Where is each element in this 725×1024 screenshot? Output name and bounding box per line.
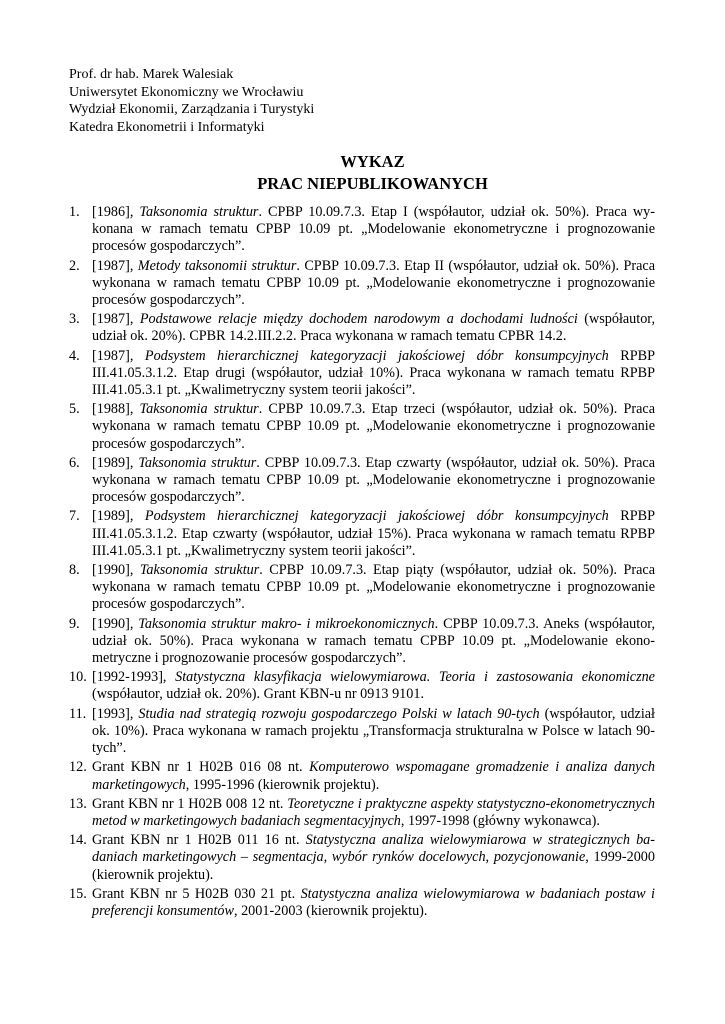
list-item-number: 6. xyxy=(69,454,80,471)
list-item-number: 1. xyxy=(69,204,80,220)
item-prefix: [1993], xyxy=(92,705,139,722)
item-details: RPBP III.41.05.3.1.2. Etap czwarty (współautor, udział 15%). Praca wykonana w ramach tematu RPBP III.41.05.3.1 pt. „Kwalimetryczny system teorii jakości”. xyxy=(92,508,655,559)
list-item-number: 2. xyxy=(69,257,80,274)
item-title: Taksonomia struktur xyxy=(139,204,259,220)
list-item-number: 10. xyxy=(69,669,87,686)
item-prefix: Grant KBN nr 1 H02B 011 16 nt. xyxy=(92,832,306,849)
list-item xyxy=(0,832,725,884)
item-details: . CPBP 10.09.7.3. Etap II (współautor, udział ok. 50%). Praca wykonana w ramach tematu CPBP 10.09 pt. „Modelowanie ekonometryczne i prognozowanie procesów gospodarczych”. xyxy=(92,257,655,309)
list-item-number: 5. xyxy=(69,401,80,418)
department-name: Katedra Ekonometrii i Informatyki xyxy=(69,119,265,135)
item-details: , 1999-2000 (kierownik projektu). xyxy=(92,849,655,883)
list-item-text xyxy=(92,401,655,453)
item-details: . CPBP 10.09.7.3. Etap trzeci (współautor, udział ok. 50%). Praca wykonana w ramach tematu CPBP 10.09 pt. „Modelowanie ekonometryczne i prognozowanie procesów gospodarczych”. xyxy=(92,401,655,452)
list-item-text xyxy=(92,348,655,400)
item-details: (współautor, udział ok. 20%). CPBR 14.2.III.2.2. Praca wykonana w ramach tematu CPBR 14.2. xyxy=(92,311,656,345)
item-details: , 2001-2003 (kierownik projektu). xyxy=(233,902,428,919)
list-item-text xyxy=(92,832,655,884)
list-item-text xyxy=(92,455,655,507)
item-prefix: Grant KBN nr 1 H02B 008 12 nt. xyxy=(92,795,288,812)
list-item-text xyxy=(92,796,655,830)
item-prefix: [1988], xyxy=(92,401,140,418)
list-item xyxy=(0,204,725,256)
list-item-number: 7. xyxy=(69,508,80,525)
list-item-number: 3. xyxy=(69,311,80,328)
item-title: Taksonomia struktur xyxy=(139,401,259,418)
item-title: Taksonomia struktur makro- i mikroekonomicznych xyxy=(138,615,435,632)
item-details: RPBP III.41.05.3.1.2. Etap drugi (współautor, udział 10%). Praca wykonana w ramach tematu RPBP III.41.05.3.1 pt. „Kwalimetryczny system teorii jakości”. xyxy=(92,347,655,399)
item-prefix: [1990], xyxy=(92,615,139,632)
item-prefix: [1987], xyxy=(92,311,140,328)
list-item xyxy=(0,706,725,758)
list-item xyxy=(0,759,725,793)
item-prefix: Grant KBN nr 5 H02B 030 21 pt. xyxy=(92,885,301,902)
item-prefix: [1990], xyxy=(92,562,140,579)
item-title: Teoretyczne i praktyczne aspekty statystyczno-ekonometrycznych metod w marketingowych badaniach segmentacyjnych xyxy=(92,795,656,829)
item-prefix: [1986], xyxy=(92,204,140,220)
list-item xyxy=(0,669,725,703)
item-prefix: [1987], xyxy=(92,257,138,274)
item-title: Studia nad strategią rozwoju gospodarczego Polski w latach 90-tych xyxy=(138,705,540,722)
list-item-number: 4. xyxy=(69,347,80,364)
list-item xyxy=(0,796,725,830)
item-title: Statystyczna analiza wielowymiarowa w strategicznych badaniach marketingowych – segmentacja, wybór rynków docelowych, pozycjonowanie xyxy=(92,832,655,866)
item-details: . CPBP 10.09.7.3. Etap czwarty (współautor, udział ok. 50%). Praca wykonana w ramach tematu CPBP 10.09 pt. „Modelowanie ekonometryczne i prognozowanie procesów gospodarczych”. xyxy=(92,454,655,506)
list-item-text xyxy=(92,669,655,703)
item-details: . CPBP 10.09.7.3. Etap piąty (współautor, udział ok. 50%). Praca wykonana w ramach tematu CPBP 10.09 pt. „Modelowanie ekonometryczne i prognozowanie procesów gospodarczych”. xyxy=(92,562,655,613)
author-header xyxy=(69,66,314,136)
item-title: Podsystem hierarchicznej kategoryzacji jakościowej dóbr konsumpcyjnych xyxy=(144,508,609,525)
list-item-number: 14. xyxy=(69,832,87,849)
list-item-number: 15. xyxy=(69,885,87,902)
item-prefix: Grant KBN nr 1 H02B 016 08 nt. xyxy=(92,759,310,776)
list-item xyxy=(0,508,725,560)
item-prefix: [1989], xyxy=(92,454,139,471)
item-details: , 1997-1998 (główny wykonawca). xyxy=(400,812,600,829)
list-item-text xyxy=(92,616,655,668)
publication-list xyxy=(0,204,725,922)
list-item xyxy=(0,562,725,614)
item-prefix: [1987], xyxy=(92,347,145,364)
item-details: (współautor, udział ok. 20%). Grant KBN-u nr 0913 9101. xyxy=(92,686,424,703)
list-item-number: 11. xyxy=(69,705,87,722)
university-name: Uniwersytet Ekonomiczny we Wrocławiu xyxy=(69,84,304,100)
item-title: Podsystem hierarchicznej kategoryzacji jakościowej dóbr konsumpcyjnych xyxy=(144,347,609,364)
item-title: Taksonomia struktur xyxy=(138,454,257,471)
item-details: , 1995-1996 (kierownik projektu). xyxy=(185,776,380,793)
item-title: Podstawowe relacje między dochodem narodowym a dochodami ludności xyxy=(139,311,578,328)
list-item-number: 12. xyxy=(69,759,87,776)
list-item-number: 13. xyxy=(69,795,87,812)
list-item xyxy=(0,886,725,920)
faculty-name: Wydział Ekonomii, Zarządzania i Turystyki xyxy=(69,102,315,117)
list-item-number: 9. xyxy=(69,615,80,632)
item-details: . CPBP 10.09.7.3. Etap I (współautor, udział ok. 50%). Praca wykonana w ramach tematu CPBP 10.09 pt. „Modelowanie ekonometryczne i prognozowanie procesów gospodarczych”. xyxy=(92,204,655,255)
list-item xyxy=(0,348,725,400)
item-details: (współautor, udział ok. 10%). Praca wykonana w ramach projektu „Transformacja strukturalna w Polsce w latach 90-tych”. xyxy=(92,705,656,757)
list-item-number: 8. xyxy=(69,562,80,579)
list-item xyxy=(0,455,725,507)
item-prefix: [1992-1993], xyxy=(92,669,176,686)
list-item-text xyxy=(92,508,655,560)
item-title: Statystyczna analiza wielowymiarowa w badaniach postaw i preferencji konsumentów xyxy=(92,885,655,919)
item-title: Metody taksonomii struktur xyxy=(137,257,297,274)
item-title: Statystyczna klasyfikacja wielowymiarowa. Teoria i zastosowania ekonomiczne xyxy=(175,669,655,686)
list-item-text xyxy=(92,886,655,920)
item-title: Komputerowo wspomagane gromadzenie i analiza danych marketingowych xyxy=(92,759,655,793)
list-item-text xyxy=(92,258,655,310)
document-subtitle: PRAC NIEPUBLIKOWANYCH xyxy=(257,174,488,193)
list-item-text xyxy=(92,759,655,793)
list-item xyxy=(0,616,725,668)
list-item xyxy=(0,258,725,310)
item-title: Taksonomia struktur xyxy=(139,562,260,579)
list-item-text xyxy=(92,311,655,345)
list-item xyxy=(0,401,725,453)
document-title: WYKAZ xyxy=(340,152,405,171)
list-item xyxy=(0,311,725,345)
list-item-text xyxy=(92,706,655,758)
list-item-text xyxy=(92,562,655,614)
author-name: Prof. dr hab. Marek Walesiak xyxy=(69,67,234,82)
item-details: . CPBP 10.09.7.3. Aneks (współautor, udział ok. 50%). Praca wykonana w ramach tematu CPBP 10.09 pt. „Modelowanie ekonometryczne i prognozowanie procesów gospodarczych”. xyxy=(92,615,655,667)
item-prefix: [1989], xyxy=(92,508,145,525)
list-item-text xyxy=(92,204,655,256)
